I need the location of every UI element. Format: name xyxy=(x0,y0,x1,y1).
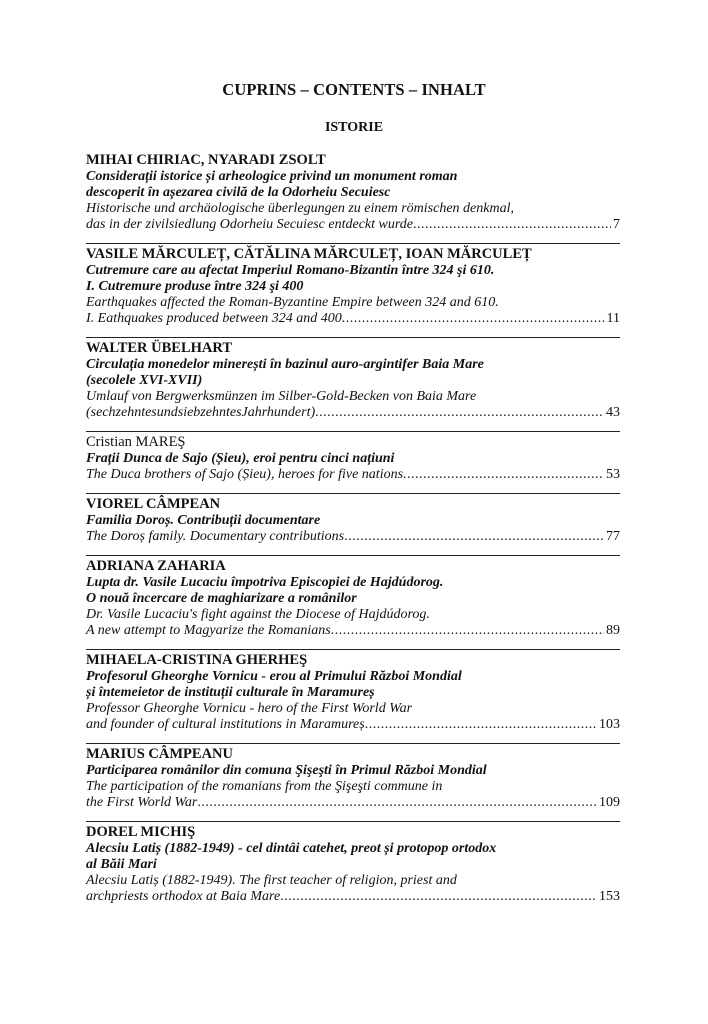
dot-leader xyxy=(403,467,604,483)
entry-title-line: Circulația monedelor minerești în bazinul auro-argintifer Baia Mare xyxy=(86,357,484,372)
entry-title-line: Lupta dr. Vasile Lucaciu împotriva Episcopiei de Hajdúdorog. xyxy=(86,575,444,590)
dot-leader xyxy=(197,795,597,811)
entry-author: WALTER ÜBELHART xyxy=(86,340,233,356)
entry-title-line: Alecsiu Latiș (1882-1949) - cel dintâi catehet, preot și protopop ortodox xyxy=(86,841,497,856)
page-number: 7 xyxy=(613,217,620,232)
entry-translation-line: Alecsiu Latiș (1882-1949). The first teacher of religion, priest and xyxy=(86,873,457,888)
entry-translation-line: I. Eathquakes produced between 324 and 400 xyxy=(86,311,342,326)
entry-translation-line: Professor Gheorghe Vornicu - hero of the First World War xyxy=(86,701,413,716)
entry-translation-line: the First World War xyxy=(86,795,198,810)
entry-translation-line: The Doroș family. Documentary contributions xyxy=(86,529,345,544)
entry-translation-line: Dr. Vasile Lucaciu's fight against the Diocese of Hajdúdorog. xyxy=(86,607,430,622)
dot-leader xyxy=(344,529,604,545)
entry-title-line: (secolele XVI-XVII) xyxy=(86,373,203,388)
toc-entry xyxy=(86,337,620,421)
toc-entry xyxy=(86,743,620,811)
entry-translation-line: Umlauf von Bergwerksmünzen im Silber-Gold-Becken von Baia Mare xyxy=(86,389,477,404)
entry-title-line: O nouă încercare de maghiarizare a românilor xyxy=(86,591,357,606)
entry-title-line: Participarea românilor din comuna Şişeşti în Primul Război Mondial xyxy=(86,763,487,778)
entry-page-line[interactable] xyxy=(86,795,620,811)
dot-leader xyxy=(413,217,611,233)
page-number: 89 xyxy=(606,623,620,638)
page-number: 53 xyxy=(606,467,620,482)
entry-title-line: descoperit în așezarea civilă de la Odorheiu Secuiesc xyxy=(86,185,391,200)
dot-leader xyxy=(315,405,604,421)
entry-author: Cristian MAREŞ xyxy=(86,434,186,450)
entry-page-line[interactable] xyxy=(86,217,620,233)
dot-leader xyxy=(365,717,597,733)
dot-leader xyxy=(331,623,604,639)
page-number: 153 xyxy=(599,889,620,904)
entry-author: MIHAELA-CRISTINA GHERHEŞ xyxy=(86,652,308,668)
entry-title-line: Frații Dunca de Sajo (Șieu), eroi pentru cinci națiuni xyxy=(86,451,395,466)
entry-title-line: I. Cutremure produse între 324 şi 400 xyxy=(86,279,304,294)
page-number: 109 xyxy=(599,795,620,810)
entry-translation-line: Earthquakes affected the Roman-Byzantine Empire between 324 and 610. xyxy=(86,295,499,310)
entry-translation-line: A new attempt to Magyarize the Romanians xyxy=(86,623,331,638)
contents-list xyxy=(86,152,620,915)
entry-page-line[interactable] xyxy=(86,717,620,733)
entry-translation-line: archpriests orthodox at Baia Mare xyxy=(86,889,281,904)
entry-translation-line: (sechzehntesundsiebzehntesJahrhundert) xyxy=(86,405,316,420)
toc-entry xyxy=(86,649,620,733)
entry-translation-line: and founder of cultural institutions in Maramureș xyxy=(86,717,365,732)
entry-author: DOREL MICHIŞ xyxy=(86,824,196,840)
page-number: 103 xyxy=(599,717,620,732)
dot-leader xyxy=(280,889,597,905)
entry-title-line: Considerații istorice și arheologice privind un monument roman xyxy=(86,169,458,184)
entry-page-line[interactable] xyxy=(86,529,620,545)
toc-entry xyxy=(86,152,620,233)
entry-title-line: Familia Doroș. Contribuții documentare xyxy=(86,513,321,528)
toc-entry xyxy=(86,821,620,905)
page-number: 11 xyxy=(606,311,620,326)
entry-page-line[interactable] xyxy=(86,311,620,327)
entry-page-line[interactable] xyxy=(86,467,620,483)
entry-page-line[interactable] xyxy=(86,623,620,639)
entry-author: MARIUS CÂMPEANU xyxy=(86,746,234,762)
entry-page-line[interactable] xyxy=(86,405,620,421)
entry-translation-line: The Duca brothers of Sajo (Șieu), heroes for five nations xyxy=(86,467,404,482)
entry-title-line: și întemeietor de instituții culturale în Maramureș xyxy=(86,685,375,700)
entry-author: VIOREL CÂMPEAN xyxy=(86,496,221,512)
toc-entry xyxy=(86,493,620,545)
page-title: CUPRINS – CONTENTS – INHALT xyxy=(222,80,486,99)
page-number: 77 xyxy=(606,529,620,544)
dot-leader xyxy=(342,311,605,327)
entry-title-line: Cutremure care au afectat Imperiul Romano-Bizantin între 324 şi 610. xyxy=(86,263,495,278)
section-heading: ISTORIE xyxy=(324,120,384,135)
toc-entry xyxy=(86,555,620,639)
entry-translation-line: das in der zivilsiedlung Odorheiu Secuiesc entdeckt wurde xyxy=(86,217,413,232)
toc-entry xyxy=(86,243,620,327)
entry-translation-line: Historische und archäologische überlegungen zu einem römischen denkmal, xyxy=(86,201,514,216)
entry-page-line[interactable] xyxy=(86,889,620,905)
toc-entry xyxy=(86,431,620,483)
entry-author: ADRIANA ZAHARIA xyxy=(86,558,226,574)
entry-title-line: Profesorul Gheorghe Vornicu - erou al Primului Război Mondial xyxy=(86,669,462,684)
entry-title-line: al Băii Mari xyxy=(86,857,157,872)
page-number: 43 xyxy=(606,405,620,420)
entry-author: MIHAI CHIRIAC, NYARADI ZSOLT xyxy=(86,152,326,168)
entry-translation-line: The participation of the romanians from the Şişeşti commune in xyxy=(86,779,443,794)
entry-author: VASILE MĂRCULEȚ, CĂTĂLINA MĂRCULEȚ, IOAN MĂRCULEȚ xyxy=(86,246,532,262)
